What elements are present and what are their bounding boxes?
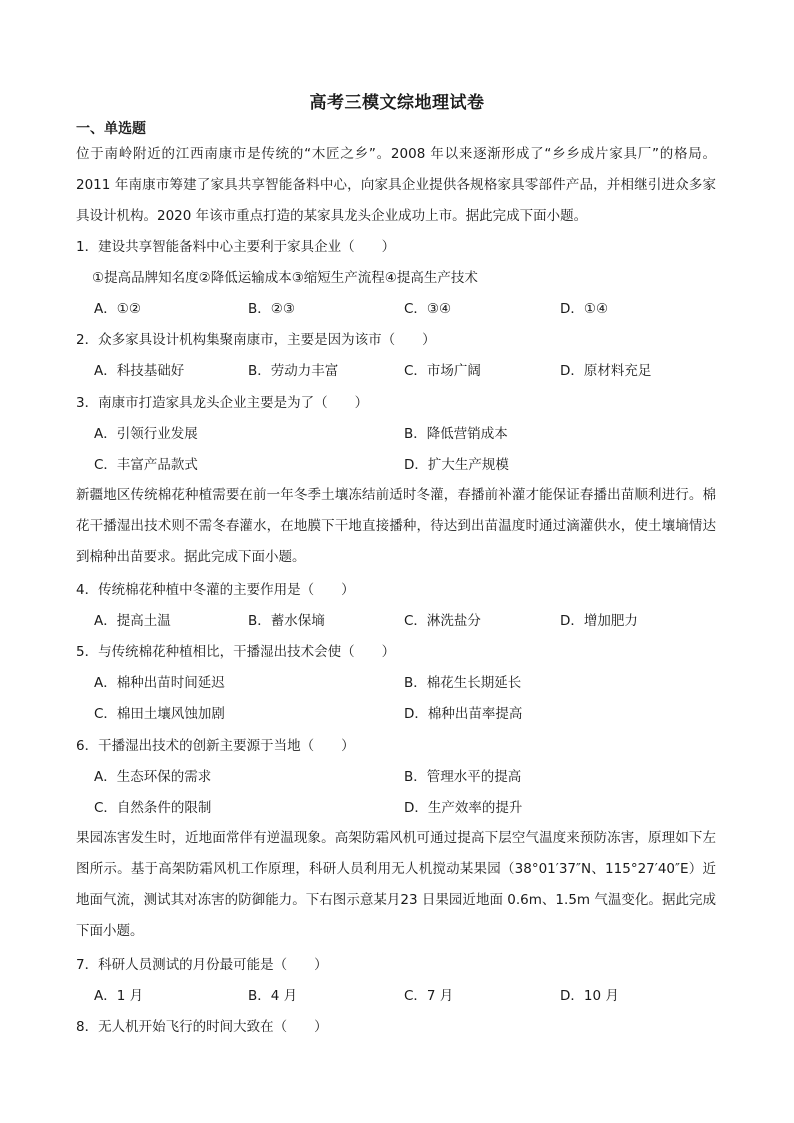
option-c[interactable]: C．7 月	[404, 988, 454, 1004]
option-b[interactable]: B．劳动力丰富	[248, 363, 339, 379]
option-b[interactable]: B．4 月	[248, 988, 298, 1004]
option-d[interactable]: D．10 月	[560, 988, 619, 1004]
option-b[interactable]: B．棉花生长期延长	[404, 675, 522, 691]
option-b[interactable]: B．②③	[248, 301, 295, 317]
option-a[interactable]: A．棉种出苗时间延迟	[94, 675, 225, 691]
question-stem: 1．建设共享智能备料中心主要利于家具企业（ ）	[76, 239, 396, 255]
question-stem: 6．干播湿出技术的创新主要源于当地（ ）	[76, 738, 355, 754]
option-a[interactable]: A．①②	[94, 301, 141, 317]
option-d[interactable]: D．棉种出苗率提高	[404, 706, 523, 722]
option-b[interactable]: B．管理水平的提高	[404, 769, 522, 785]
option-d[interactable]: D．①④	[560, 301, 609, 317]
option-a[interactable]: A．引领行业发展	[94, 426, 198, 442]
question-stem: 3．南康市打造家具龙头企业主要是为了（ ）	[76, 395, 369, 411]
option-a[interactable]: A．提高土温	[94, 613, 171, 629]
section-heading: 一、单选题	[76, 121, 146, 137]
option-c[interactable]: C．市场广阔	[404, 363, 481, 379]
option-a[interactable]: A．科技基础好	[94, 363, 185, 379]
option-b[interactable]: B．降低营销成本	[404, 426, 508, 442]
option-d[interactable]: D．原材料充足	[560, 363, 652, 379]
question-stem: 8．无人机开始飞行的时间大致在（ ）	[76, 1019, 328, 1035]
option-a[interactable]: A．生态环保的需求	[94, 769, 212, 785]
question-stem: 2．众多家具设计机构集聚南康市，主要是因为该市（ ）	[76, 332, 436, 348]
question-statements: ①提高品牌知名度②降低运输成本③缩短生产流程④提高生产技术	[92, 270, 478, 286]
question-stem: 4．传统棉花种植中冬灌的主要作用是（ ）	[76, 582, 355, 598]
reading-passage: 位于南岭附近的江西南康市是传统的“木匠之乡”。2008 年以来逐渐形成了“乡乡成片家具厂”的格局。2011 年南康市筹建了家具共享智能备料中心，向家具企业提供各规格家具零部件产品，并相继引进众多家具设计机构。2020 年该市重点打造的某家具龙头企业成功上市。据此完成下面小题。	[76, 146, 716, 224]
page-title: 高考三模文综地理试卷	[309, 93, 485, 113]
question-stem: 7．科研人员测试的月份最可能是（ ）	[76, 957, 328, 973]
option-d[interactable]: D．扩大生产规模	[404, 457, 509, 473]
option-c[interactable]: C．丰富产品款式	[94, 457, 198, 473]
option-d[interactable]: D．生产效率的提升	[404, 800, 523, 816]
question-stem: 5．与传统棉花种植相比，干播湿出技术会使（ ）	[76, 644, 396, 660]
option-d[interactable]: D．增加肥力	[560, 613, 638, 629]
option-c[interactable]: C．自然条件的限制	[94, 800, 212, 816]
option-a[interactable]: A．1 月	[94, 988, 144, 1004]
reading-passage: 果园冻害发生时，近地面常伴有逆温现象。高架防霜风机可通过提高下层空气温度来预防冻害，原理如下左图所示。基于高架防霜风机工作原理，科研人员利用无人机搅动某果园（38°01′37″N、115°27′40″E）近地面气流，测试其对冻害的防御能力。下右图示意某月23 日果园近地面 0.6m、1.5m 气温变化。据此完成下面小题。	[76, 830, 716, 939]
option-c[interactable]: C．淋洗盐分	[404, 613, 481, 629]
reading-passage: 新疆地区传统棉花种植需要在前一年冬季土壤冻结前适时冬灌，春播前补灌才能保证春播出苗顺利进行。棉花干播湿出技术则不需冬春灌水，在地膜下干地直接播种，待达到出苗温度时通过滴灌供水，使土壤墒情达到棉种出苗要求。据此完成下面小题。	[76, 487, 716, 565]
option-b[interactable]: B．蓄水保墒	[248, 613, 325, 629]
option-c[interactable]: C．③④	[404, 301, 452, 317]
option-c[interactable]: C．棉田土壤风蚀加剧	[94, 706, 225, 722]
